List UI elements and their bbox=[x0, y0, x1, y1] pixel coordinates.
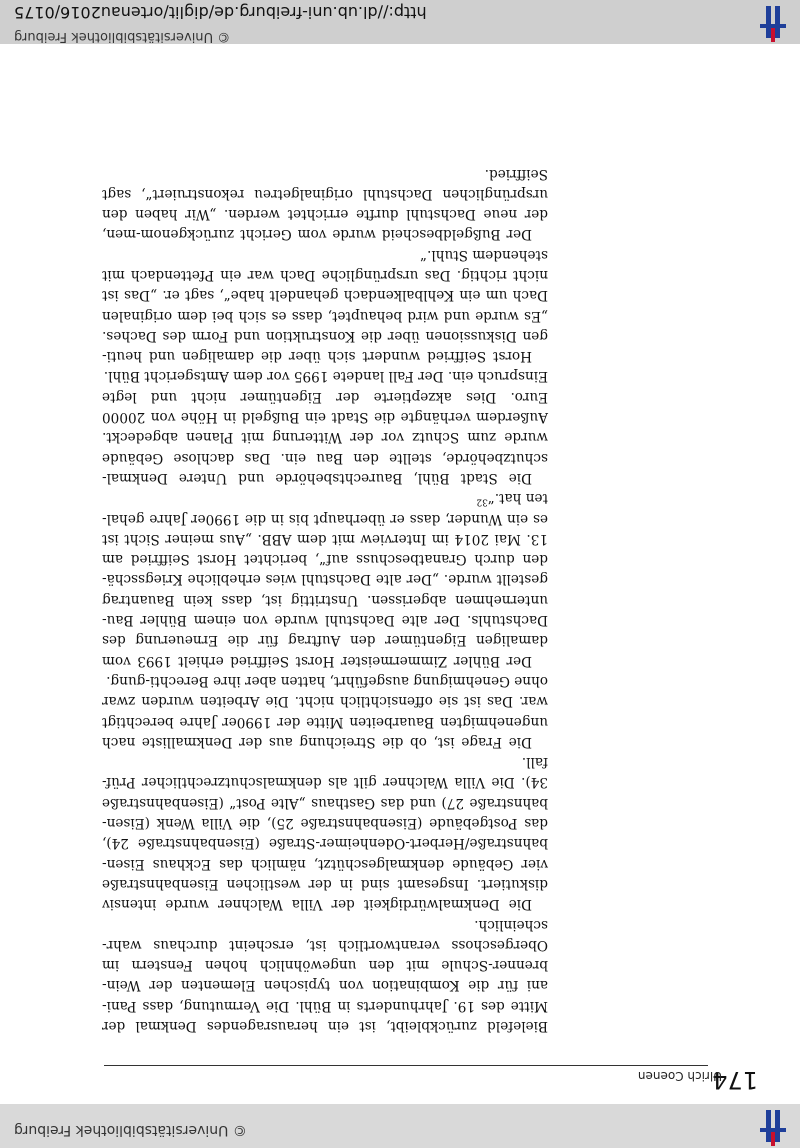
paragraph bbox=[102, 488, 548, 671]
paragraph: Die Stadt Bühl, Baurechtsbehörde und Untere Denkmal-schutzbehörde, stellte den Bau ein. Das dachlose Gebäude wurde zum Schutz vor der Witterung mit Planen abgedeckt. Außerdem verhängte die Stadt ein Bußgeld in Höhe von 20000 Euro. Dies akzeptierte der Eigentümer nicht und legte Einspruch ein. Der Fall landete 1995 vor dem Amtsgericht Bühl. bbox=[102, 368, 548, 486]
article-body bbox=[102, 163, 548, 1036]
paragraph: Die Denkmalwürdigkeit der Villa Walchner wurde intensiv diskutiert. Insgesamt sind in der westlichen Eisenbahnstraße vier Gebäude denkmalgeschützt, nämlich das Eckhaus Eisen-bahnstraße/Herbert-Odenheimer-Straße (Eisenbahnstraße 24), das Postgebäude (Eisenbahnstraße 25), die Villa Wenk (Eisen-bahnstraße 27) und das Gasthaus „Alte Post“ (Eisenbahnstraße 34). Die Villa Walchner gilt als denkmalschutzrechtlicher Prüf-fall. bbox=[102, 754, 548, 913]
paragraph-text: Der Bühler Zimmermeister Horst Seiffried erhielt 1993 vom damaligen Eigentümer den Auftrag für die Erneuerung des Dachstuhls. Der alte Dachstuhl wurde von einem Bühler Bau-unternehmen abgerissen. Unstrittig ist, dass kein Bauantrag gestellt wurde. „Der alte Dachstuhl wies erhebliche Kriegsschä-den durch Granatbeschuss auf“, berichtet Horst Seiffried am 13. Mai 2014 im Interview mit dem ABB. „Aus meiner Sicht ist es ein Wunder, dass er überhaupt bis in die 1990er Jahre gehal-ten hat.“ bbox=[102, 490, 548, 669]
copyright-credit: © Universitätsbibliothek Freiburg bbox=[14, 1122, 247, 1138]
page-number: 174 bbox=[712, 1066, 758, 1094]
document-url-link[interactable]: http://dl.ub.uni-freiburg.de/diglit/ortenau2016/0175 bbox=[14, 3, 427, 22]
paragraph: Die Frage ist, ob die Streichung aus der Denkmalliste nach ungenehmigten Bauarbeiten Mitte der 1990er Jahre berechtigt war. Das ist sie offensichtlich nicht. Die Arbeiten wurden zwar ohne Genehmigung ausgeführt, hatten aber ihre Berechti-gung. bbox=[102, 672, 548, 750]
university-logo-icon bbox=[758, 2, 788, 42]
paragraph: Bielefeld zurückbleibt, ist ein herausragendes Denkmal der Mitte des 19. Jahrhunderts in Bühl. Die Vermutung, dass Pani-ani für die Kombination von typischen Elementen der Wein-brenner-Schule mit den ungewöhnlich hohen Fenstern im Obergeschoss verantwortlich ist, erscheint durchaus wahr-scheinlich. bbox=[102, 916, 548, 1034]
header-rule bbox=[104, 1065, 708, 1066]
footnote-mark: 32 bbox=[476, 496, 488, 507]
viewer-footer-bar bbox=[0, 1104, 800, 1148]
paragraph: Horst Seiffried wundert sich über die damaligen und heuti-gen Diskussionen über die Konstruktion und Form des Daches. „Es wurde und wird behauptet, dass es sich bei dem originalen Dach um ein Kehlbalkendach gehandelt habe“, sagt er. „Das ist nicht richtig. Das ursprüngliche Dach war ein Pfettendach mit stehendem Stuhl.“ bbox=[102, 246, 548, 365]
paragraph: Der Bußgeldbescheid wurde vom Gericht zurückgenom-men, der neue Dachstuhl durfte errichtet werden. „Wir haben den ursprünglichen Dachstuhl originalgetreu rekonstruiert“, sagt Seiffried. bbox=[102, 165, 548, 243]
running-head: Ulrich Coenen bbox=[637, 1069, 722, 1083]
copyright-credit: © Universitätsbibliothek Freiburg bbox=[14, 29, 231, 44]
university-logo-icon bbox=[758, 1106, 788, 1146]
viewer-header-bar bbox=[0, 0, 800, 44]
